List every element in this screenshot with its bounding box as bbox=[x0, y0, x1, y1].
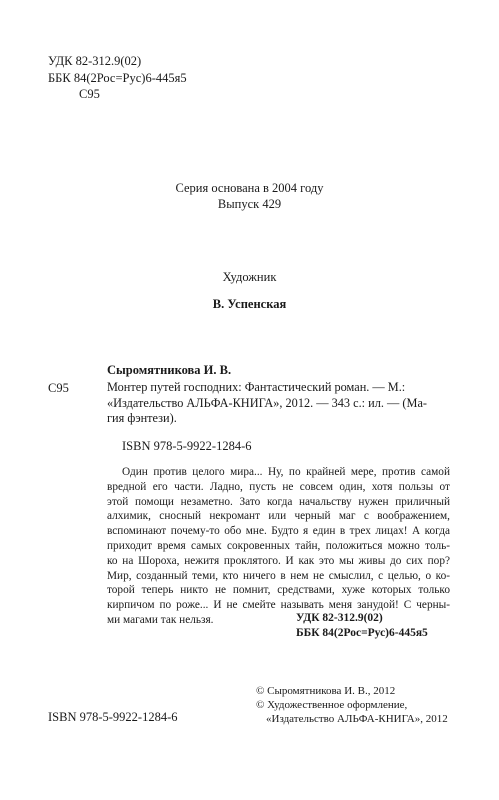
annotation-line: этой помощи незаметно. Зато когда начальству нужен приличный bbox=[107, 495, 450, 508]
annotation-line: алхимик, сносный некромант или черный маг с воображением, bbox=[107, 510, 450, 523]
author-mark: С95 bbox=[79, 87, 100, 101]
record-isbn: ISBN 978-5-9922-1284-6 bbox=[122, 439, 252, 453]
copyright-design: © Художественное оформление, bbox=[256, 699, 408, 711]
annotation-line: вспоминают почему-то обо мне. Будто я един в трех лицах! А когда bbox=[107, 525, 450, 538]
udk-code: УДК 82-312.9(02) bbox=[48, 54, 142, 68]
annotation-line: Один против целого мира... Ну, по крайней мере, против самой bbox=[122, 466, 450, 478]
biblio-line: «Издательство АЛЬФА-КНИГА», 2012. — 343 с.: ил. — (Ма- bbox=[107, 395, 427, 410]
artist-label: Художник bbox=[222, 270, 277, 284]
annotation-line: Мир, созданный теми, кто ничего в нем не смыслил, с целью, о ко- bbox=[107, 569, 450, 582]
annotation bbox=[107, 465, 450, 628]
record-author-mark: С95 bbox=[48, 381, 69, 395]
top-classification bbox=[48, 53, 187, 103]
isbn-bottom: ISBN 978-5-9922-1284-6 bbox=[48, 710, 178, 724]
biblio-line: Монтер путей господних: Фантастический роман. — М.: bbox=[107, 380, 406, 394]
bottom-classification bbox=[296, 611, 428, 641]
annotation-line: торой теперь никто не помнит, средствами, хуже которых только bbox=[107, 584, 450, 597]
copyright-publisher: «Издательство АЛЬФА-КНИГА», 2012 bbox=[266, 713, 448, 725]
series-issue: Выпуск 429 bbox=[217, 196, 282, 211]
series-founded: Серия основана в 2004 году bbox=[175, 181, 324, 195]
record-author: Сыромятникова И. В. bbox=[107, 363, 232, 377]
bbk-code: ББК 84(2Рос=Рус)6-445я5 bbox=[48, 70, 187, 85]
annotation-line: кирпичом по роже... И не смейте называть меня занудой! С черны- bbox=[107, 599, 450, 612]
udk-code-bottom: УДК 82-312.9(02) bbox=[296, 612, 383, 624]
annotation-line: приходит время самых сокровенных тайн, положиться можно толь- bbox=[107, 539, 450, 552]
annotation-line: ми магами так нельзя. bbox=[107, 613, 214, 626]
copyright-author: © Сыромятникова И. В., 2012 bbox=[256, 685, 396, 697]
copyright-block bbox=[256, 684, 448, 726]
bibliographic-description bbox=[107, 380, 450, 427]
bbk-code-bottom: ББК 84(2Рос=Рус)6-445я5 bbox=[296, 627, 428, 639]
biblio-line: гия фэнтези). bbox=[107, 411, 177, 425]
series-info bbox=[0, 181, 499, 212]
annotation-line: вредной его части. Ладно, пусть не совсем один, хотя пользы от bbox=[107, 480, 450, 493]
annotation-line: ко на Шороха, нежитя проклятого. И как это мы живы до сих пор? bbox=[107, 554, 450, 567]
artist-name: В. Успенская bbox=[212, 297, 287, 311]
